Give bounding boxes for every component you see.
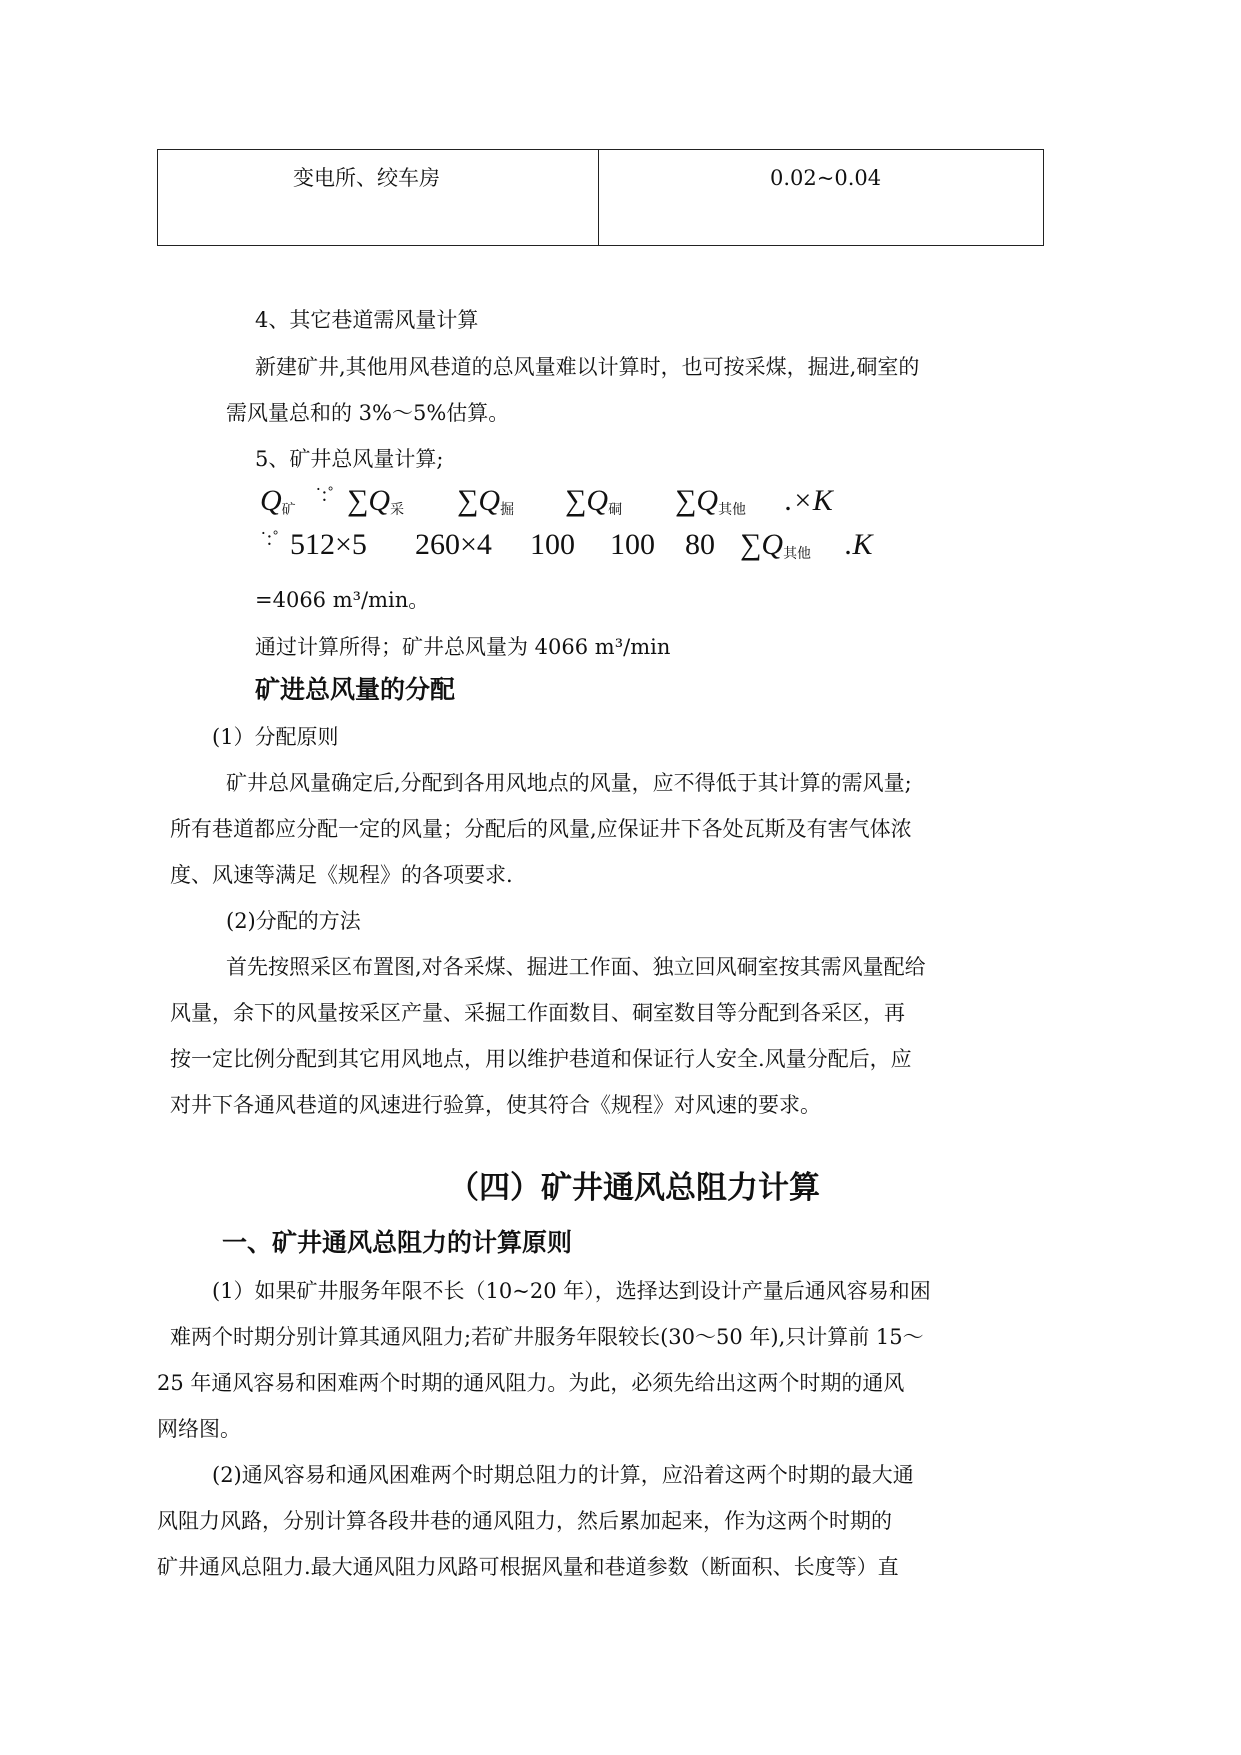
air-volume-table [157, 149, 1044, 246]
resistance-p2-line-3: 矿井通风总阻力.最大通风阻力风路可根据风量和巷道参数（断面积、长度等）直 [157, 1555, 899, 1579]
resistance-title: （四）矿井通风总阻力计算 [448, 1170, 820, 1206]
sum-mining-term: $\sum Q_采$ [347, 484, 405, 518]
table-column-divider [598, 150, 599, 245]
resistance-p1-line-4: 网络图。 [157, 1417, 241, 1441]
method-line-3: 按一定比例分配到其它用风地点，用以维护巷道和保证行人安全.风量分配后，应 [170, 1047, 912, 1071]
method-line-4: 对井下各通风巷道的风速进行验算，使其符合《规程》对风速的要求。 [170, 1093, 821, 1117]
principle-line-1: 矿井总风量确定后,分配到各用风地点的风量，应不得低于其计算的需风量; [226, 771, 912, 795]
formula-conclusion: 通过计算所得；矿井总风量为 4066 m³/min [255, 635, 671, 659]
section4-line1: 新建矿井,其他用风巷道的总风量难以计算时，也可按采煤，掘进,硐室的 [255, 355, 920, 379]
section4-heading: 4、其它巷道需风量计算 [255, 308, 479, 332]
principle-heading: (1）分配原则 [212, 725, 339, 749]
sum-driving-term: $\sum Q_掘$ [457, 484, 515, 518]
total-air-volume-formula: $Q_矿$ ˙:˚ $\sum Q_采$ $\sum Q_掘$ $\sum Q_硐$ $\sum Q_{其他}$ .×K ˙:˚ 512×5 260×4 100 100 80 $\sum Q_{其他}$ .K [260, 484, 873, 562]
resistance-p1-line-1: (1）如果矿井服务年限不长（10~20 年），选择达到设计产量后通风容易和困 [212, 1279, 931, 1303]
principle-line-3: 度、风速等满足《规程》的各项要求. [170, 863, 513, 887]
resistance-p1-line-3: 25 年通风容易和困难两个时期的通风阻力。为此，必须先给出这两个时期的通风 [157, 1371, 905, 1395]
sum-other-term: $\sum Q_{其他}$ [675, 484, 747, 518]
principle-line-2: 所有巷道都应分配一定的风量；分配后的风量,应保证井下各处瓦斯及有害气体浓 [170, 817, 912, 841]
distribution-title: 矿进总风量的分配 [255, 675, 456, 704]
resistance-subtitle: 一、矿井通风总阻力的计算原则 [222, 1228, 573, 1257]
method-line-2: 风量，余下的风量按采区产量、采掘工作面数目、硐室数目等分配到各采区，再 [170, 1001, 905, 1025]
method-line-1: 首先按照采区布置图,对各采煤、掘进工作面、独立回风硐室按其需风量配给 [226, 955, 926, 979]
formula-result: =4066 m³/min。 [255, 588, 430, 612]
resistance-p1-line-2: 难两个时期分别计算其通风阻力;若矿井服务年限较长(30～50 年),只计算前 15～ [170, 1325, 924, 1349]
resistance-p2-line-2: 风阻力风路，分别计算各段井巷的通风阻力，然后累加起来，作为这两个时期的 [157, 1509, 892, 1533]
method-heading: (2)分配的方法 [226, 909, 361, 933]
section4-line2: 需风量总和的 3%～5%估算。 [226, 401, 510, 425]
table-cell-coefficient: 0.02~0.04 [770, 166, 882, 190]
table-cell-location: 变电所、绞车房 [293, 166, 440, 190]
sum-chamber-term: $\sum Q_硐$ [565, 484, 623, 518]
section5-heading: 5、矿井总风量计算; [255, 447, 444, 471]
resistance-p2-line-1: (2)通风容易和通风困难两个时期总阻力的计算，应沿着这两个时期的最大通 [212, 1463, 914, 1487]
